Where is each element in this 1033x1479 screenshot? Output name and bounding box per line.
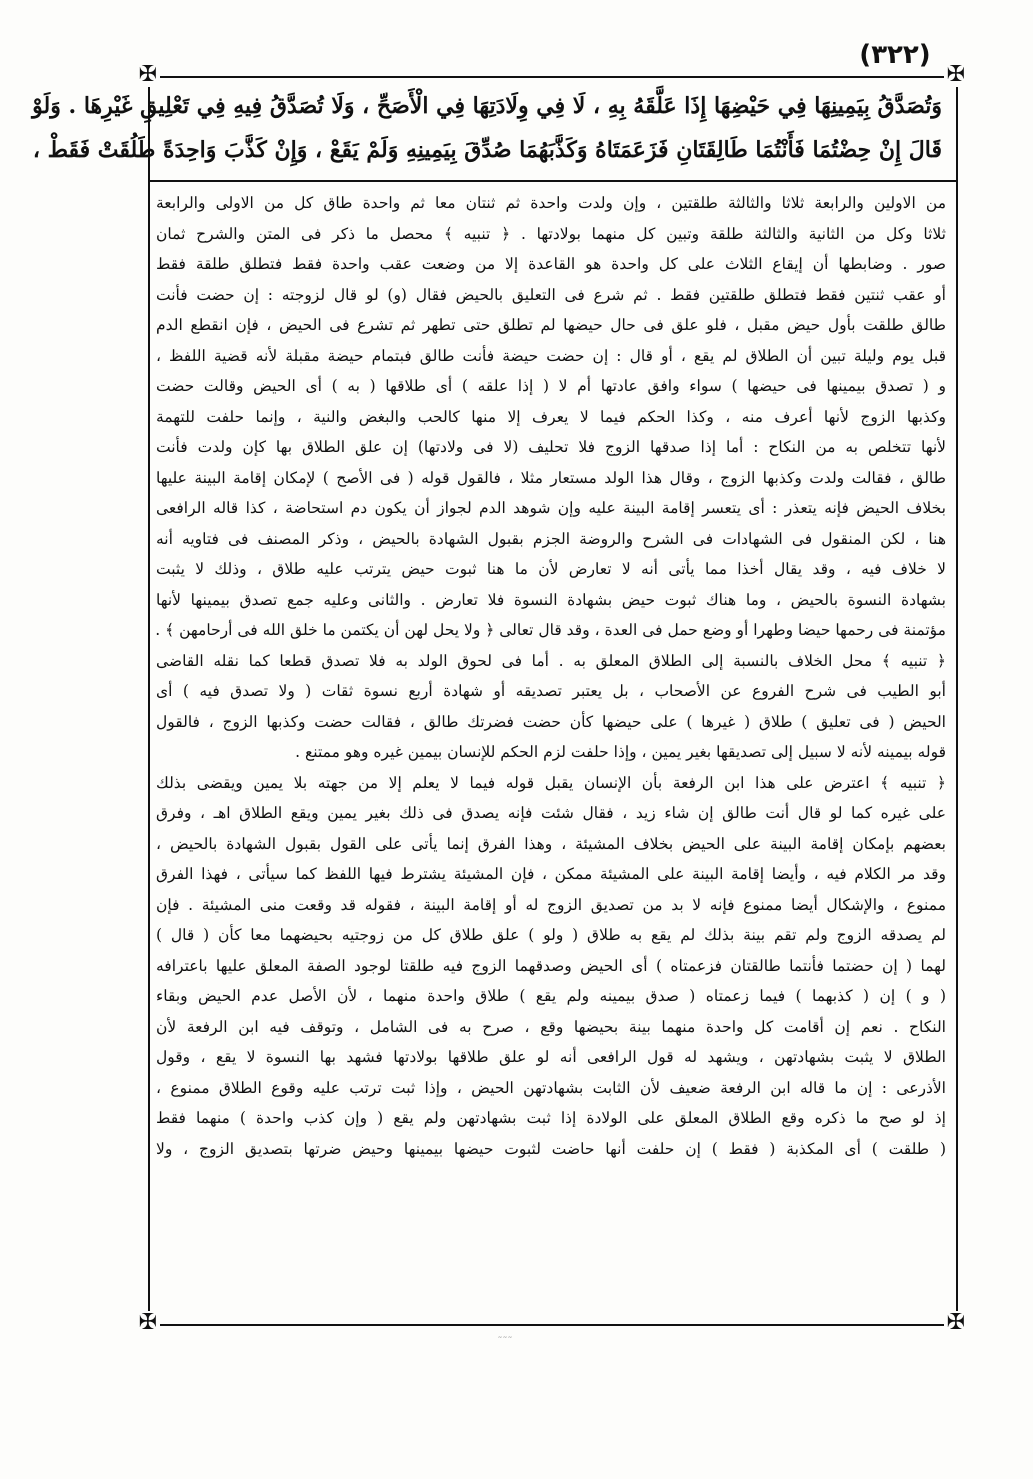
corner-ornament-icon: ✠ bbox=[136, 1311, 160, 1335]
ink-smudge: ˜˜˜ bbox=[497, 1335, 513, 1347]
commentary-line: لأنها تتخلص به من النكاح : أما إذا صدقها الزوج فلا تحليف (لا فى ولادتها) إن علق الطلاق بها كإن ولدت فأنت bbox=[156, 438, 946, 456]
commentary-line: الطلاق لا يثبت بشهادتهن ، ويشهد له قول الرافعى أنه لو علق طلاقها بولادتها فشهد بها النسوة لا يقع ، وقول bbox=[156, 1048, 946, 1066]
frame-bottom-border bbox=[148, 1324, 956, 1326]
commentary-line: الأذرعى : إن ما قاله ابن الرفعة ضعيف لأن الثابت بشهادتهن الحيض ، وإذا ثبت ترتب عليه وقوع الطلاق ممنوع ، bbox=[156, 1078, 946, 1097]
commentary-line: لهما ( إن حضتما فأنتما طالقتان فزعمتاه ) أى الحيض وصدقهما الزوج فيه طلقتا لوجود الصفة المعلق عليها باعترافه bbox=[156, 956, 946, 975]
commentary-line: بعضهم بإمكان إقامة البينة على الحيض بخلاف المشيئة ، وهذا الفرق إنما يأتى على القول بقبول الشهادة بالحيض ، bbox=[156, 834, 946, 853]
main-commentary-divider bbox=[148, 180, 958, 182]
main-text-line: قَالَ إِنْ حِضْتُمَا فَأَنْتُمَا طَالِقَتَانِ فَزَعَمَتَاهُ وَكَذَّبَهُمَا صُدِّقَ بِيَمِينِهِ وَلَمْ يَقَعْ ، وَإِنْ كَذَّبَ وَاحِدَةً طَلُقَتْ فَقَطْ ، bbox=[32, 137, 942, 163]
commentary-line: أبو الطيب فى شرح الفروع عن الأصحاب ، بل يعتبر تصديقه أو شهادة أربع نسوة ثقات ( ولا تصدق فيه ) أى bbox=[156, 682, 946, 700]
commentary-line: الحيض ( فى تعليق ) طلاق ( غيرها ) على حيضها كأن حضت فضرتك طالق ، فقالت حضت وكذبها الزوج ، فالقول bbox=[156, 712, 946, 731]
commentary-line: وكذبها الزوج لأنها أعرف منه ، وكذا الحكم فيما لا يعرف إلا منها كالحب والبغض والنية ، وإنما حلفت للتهمة bbox=[156, 407, 946, 426]
commentary-line: على غيره كما لو قال أنت طالق إن شاء زيد ، فقال شئت فإنه يصدق فى ذلك بغير يمين ويقع الطلاق اهـ ، وفرق bbox=[156, 804, 946, 822]
commentary-line: لا خلاف فيه ، وقد يقال أخذا مما يأتى أنه لا تعارض لأن ما هنا ثبوت حيض يترتب عليه طلاق ، وذلك لا يثبت bbox=[156, 560, 946, 578]
main-text-block bbox=[32, 84, 942, 172]
main-text-line: وَتُصَدَّقُ بِيَمِينِهَا فِي حَيْضِهَا إِذَا عَلَّقَهُ بِهِ ، لَا فِي وِلَادَتِهَا فِي الْأَصَحِّ ، وَلَا تُصَدَّقُ فِيهِ فِي تَعْلِيقِ غَيْرِهَا . وَلَوْ bbox=[32, 93, 942, 119]
commentary-line: قوله بيمينه لأنه لا سبيل إلى تصديقها بغير يمين ، وإذا حلفت لزم الحكم للإنسان بيمين غيره وهو ممتنع . bbox=[295, 743, 946, 761]
commentary-line: قبل يوم وليلة تبين أن الطلاق لم يقع ، أو قال : إن حضت حيضة فأنت طالق فبتمام حيضة مقبلة لأنه قضية اللفظ ، bbox=[156, 346, 946, 365]
commentary-line: ثلاثا وكل من الثانية والثالثة طلقة وتبين كل منهما بولادتها . ﴿ تنبيه ﴾ محصل ما ذكر فى المتن والشرح ثمان bbox=[156, 224, 946, 243]
commentary-line: من الاولين والرابعة ثلاثا والثالثة طلقتين ، وإن ولدت واحدة ثم ثنتان معا ثم واحدة طاق كل من الاولى والرابعة bbox=[156, 194, 946, 212]
corner-ornament-icon: ✠ bbox=[944, 1311, 968, 1335]
commentary-line: بشهادة النسوة بالحيض ، وما هناك ثبوت حيض بشهادة النسوة فلا تعارض . والثانى وعليه جمع تصدق بيمينها لأنها bbox=[156, 590, 946, 609]
corner-ornament-icon: ✠ bbox=[944, 63, 968, 87]
commentary-line: طالق طلقت بأول حيض مقبل ، فلو علق فى حال حيضها لم تطلق حتى تطهر ثم تشرع فى الحيض ، فإن انقطع الدم bbox=[156, 316, 946, 334]
page-number: (٣٢٢) bbox=[859, 40, 931, 70]
commentary-line: ممنوع ، والإشكال أيضا ممنوع فإنه لا بد من تصديق الزوج له أو إقامة البينة ، فقوله قد وقعت منى المشيئة . فإن bbox=[156, 895, 946, 914]
frame-right-border bbox=[956, 76, 958, 1326]
commentary-line: النكاح . نعم إن أقامت كل واحدة منهما بينة بحيضها وقع ، صرح به فى الشامل ، وتوقف فيه ابن الرفعة لأن bbox=[156, 1017, 946, 1036]
commentary-line: مؤتمنة فى رحمها حيضا وطهرا أو وضع حمل فى العدة ، وقد قال تعالى ﴿ ولا يحل لهن أن يكتمن ما خلق الله فى أرحامهن ﴾ . bbox=[155, 621, 946, 639]
commentary-line: أو عقب ثنتين فقط فتطلق طلقتين فقط . ثم شرع فى التعليق بالحيض فقال (و) لو قال لزوجته : إن حضت فأنت bbox=[156, 285, 946, 304]
commentary-line: ﴿ تنبيه ﴾ محل الخلاف بالنسبة إلى الطلاق المعلق به . أما فى لحوق الولد به فلا تصدق قطعا كما نقله القاضى bbox=[156, 651, 946, 670]
commentary-line: صور . وضابطها أن إيقاع الثلاث على كل واحدة هو القاعدة إلا من وضعت عقب واحدة فقط فتطلق طلقة فقط bbox=[156, 255, 946, 273]
commentary-line: إذ لو صح ما ذكره وقع الطلاق المعلق على الولادة إذا ثبت بشهادتهن ولم يقع ( وإن كذب واحدة ) منهما فقط bbox=[156, 1109, 946, 1127]
corner-ornament-icon: ✠ bbox=[136, 63, 160, 87]
frame-left-border bbox=[148, 76, 150, 1326]
commentary-block bbox=[156, 188, 946, 1164]
commentary-line: بخلاف الحيض فإنه يتعذر : أى يتعسر إقامة البينة عليه وإن شوهد الدم لجواز أن يكون دم استحاضة ، كذا قاله الرافعى bbox=[156, 499, 946, 517]
commentary-line: وقد مر الكلام فيه ، وأيضا إقامة البينة على المشيئة ممكن ، فإن المشيئة يشترط فيها اللفظ كما سيأتى ، فهذا الفرق bbox=[156, 865, 946, 883]
commentary-line: ( طلقت ) أى المكذبة ( فقط ) إن حلفت أنها حاضت لثبوت حيضها بيمينها وحيض ضرتها بتصديق الزوج ، ولا bbox=[156, 1139, 946, 1158]
commentary-line: طالق ، فقالت ولدت وكذبها الزوج ، وقال هذا الولد مستعار مثلا ، فالقول قوله ( فى الأصح ) لإمكان إقامة البينة عليها bbox=[156, 468, 946, 487]
frame-top-border bbox=[148, 76, 956, 78]
commentary-line: ﴿ تنبيه ﴾ اعترض على هذا ابن الرفعة بأن الإنسان يقبل قوله فيما لا يعلم إلا من جهته بلا يمين ويقضى بذلك bbox=[156, 773, 946, 792]
commentary-line: لم يصدقه الزوج ولم تقم بينة بذلك لم يقع به طلاق ( ولو ) علق طلاق كل من زوجتيه بحيضهما معا كأن ( قال ) bbox=[156, 926, 946, 944]
commentary-line: ( و ) إن ( كذبهما ) فيما زعمتاه ( صدق بيمينه ولم يقع ) طلاق واحدة منهما ، لأن الأصل عدم الحيض وبقاء bbox=[156, 987, 946, 1005]
commentary-line: هنا ، لكن المنقول فى الشهادات فى الشرح والروضة الجزم بقبول الشهادة بالحيض ، وذكر المصنف فى فتاويه أنه bbox=[156, 529, 946, 548]
commentary-line: و ( تصدق بيمينها فى حيضها ) سواء وافق عادتها أم لا ( إذا علقه ) أى طلاقها ( به ) أى الحيض وقالت حضت bbox=[156, 377, 946, 395]
